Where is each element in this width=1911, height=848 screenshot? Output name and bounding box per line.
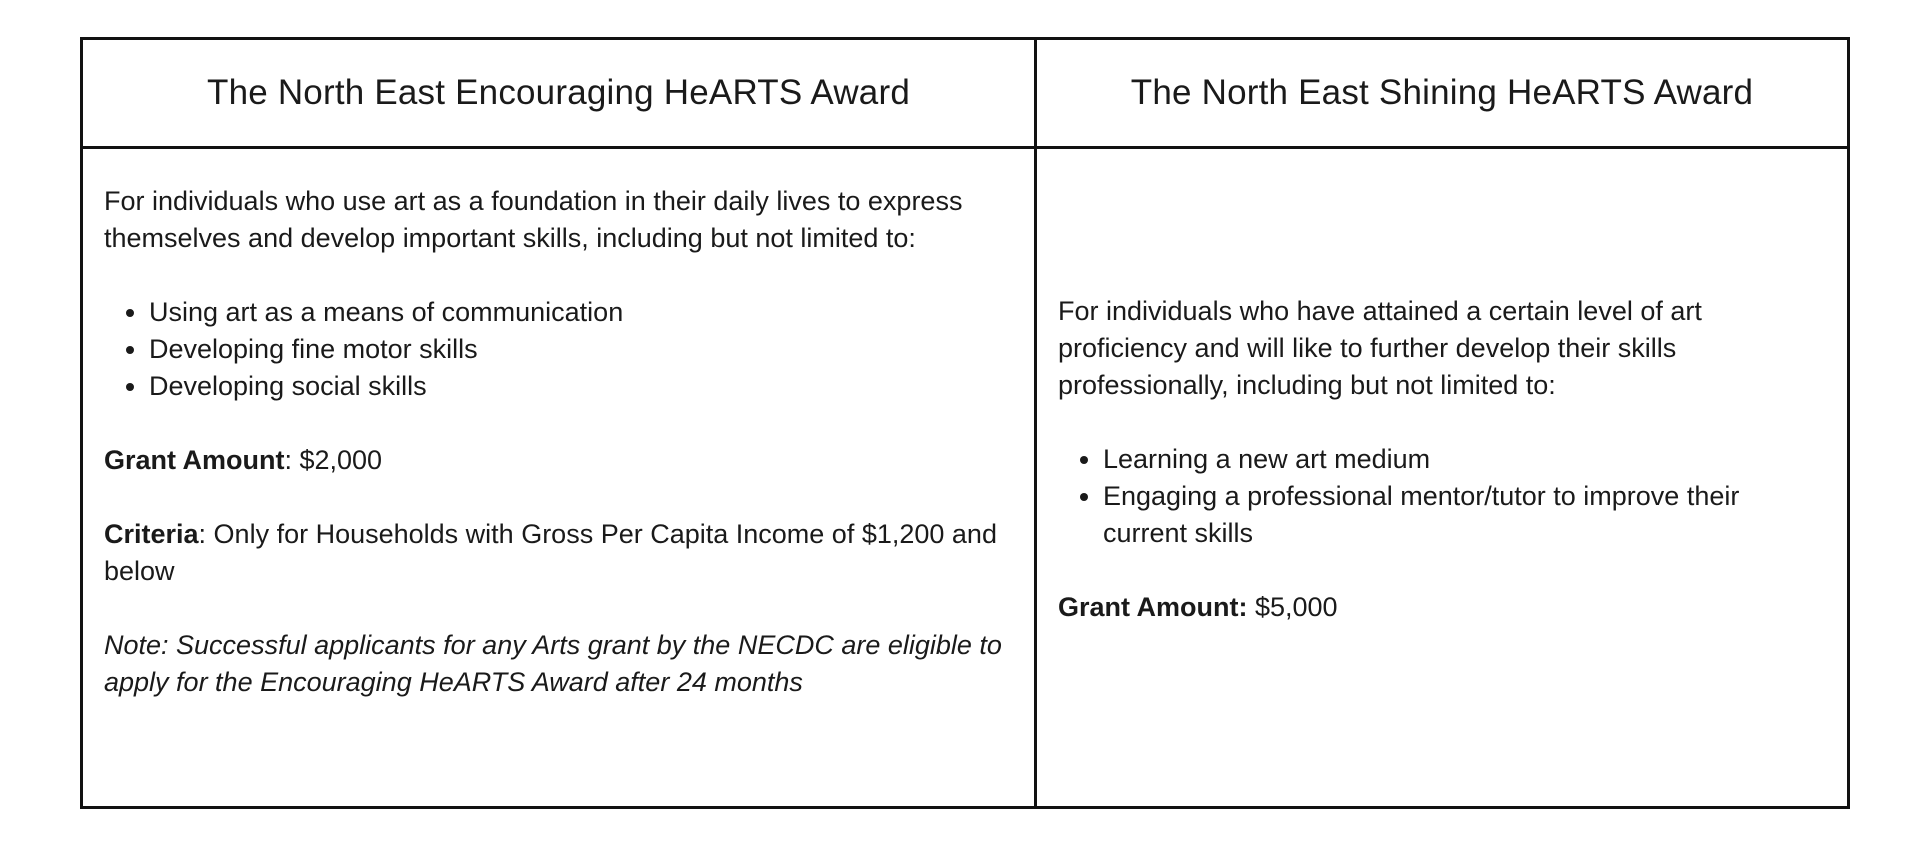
list-item: • Developing fine motor skills bbox=[149, 331, 1014, 368]
encouraging-award-details bbox=[83, 149, 1037, 806]
grant-amount-value: $5,000 bbox=[1247, 592, 1338, 622]
awards-table bbox=[80, 37, 1850, 809]
criteria-value: : Only for Households with Gross Per Capita Income of $1,200 and below bbox=[104, 519, 997, 586]
encouraging-award-note: Note: Successful applicants for any Arts grant by the NECDC are eligible to apply for the Encouraging HeARTS Award after 24 months bbox=[104, 630, 1002, 697]
encouraging-award-header bbox=[83, 40, 1037, 149]
shining-award-header bbox=[1037, 40, 1847, 149]
encouraging-criteria bbox=[104, 516, 1014, 590]
grant-amount-label: Grant Amount: bbox=[1058, 592, 1248, 622]
encouraging-award-title: The North East Encouraging HeARTS Award bbox=[207, 73, 910, 112]
encouraging-award-description: For individuals who use art as a foundation in their daily lives to express themselves and develop important skills, including but not limited to: bbox=[104, 186, 963, 253]
criteria-label: Criteria bbox=[104, 519, 199, 549]
grant-amount-label: Grant Amount bbox=[104, 445, 285, 475]
list-item: • Learning a new art medium bbox=[1103, 441, 1813, 478]
list-item: • Developing social skills bbox=[149, 368, 1014, 405]
list-item: • Using art as a means of communication bbox=[149, 294, 1014, 331]
shining-award-skill-list bbox=[1058, 441, 1813, 552]
shining-award-title: The North East Shining HeARTS Award bbox=[1130, 73, 1754, 112]
list-item: • Engaging a professional mentor/tutor to improve their current skills bbox=[1103, 478, 1813, 552]
grant-amount-value: : $2,000 bbox=[284, 445, 383, 475]
encouraging-award-skill-list bbox=[104, 294, 1014, 405]
shining-award-details bbox=[1037, 149, 1847, 806]
shining-grant-amount bbox=[1058, 589, 1813, 626]
encouraging-grant-amount bbox=[104, 442, 1014, 479]
shining-award-description: For individuals who have attained a certain level of art proficiency and will like to further develop their skills professionally, including but not limited to: bbox=[1058, 296, 1702, 400]
